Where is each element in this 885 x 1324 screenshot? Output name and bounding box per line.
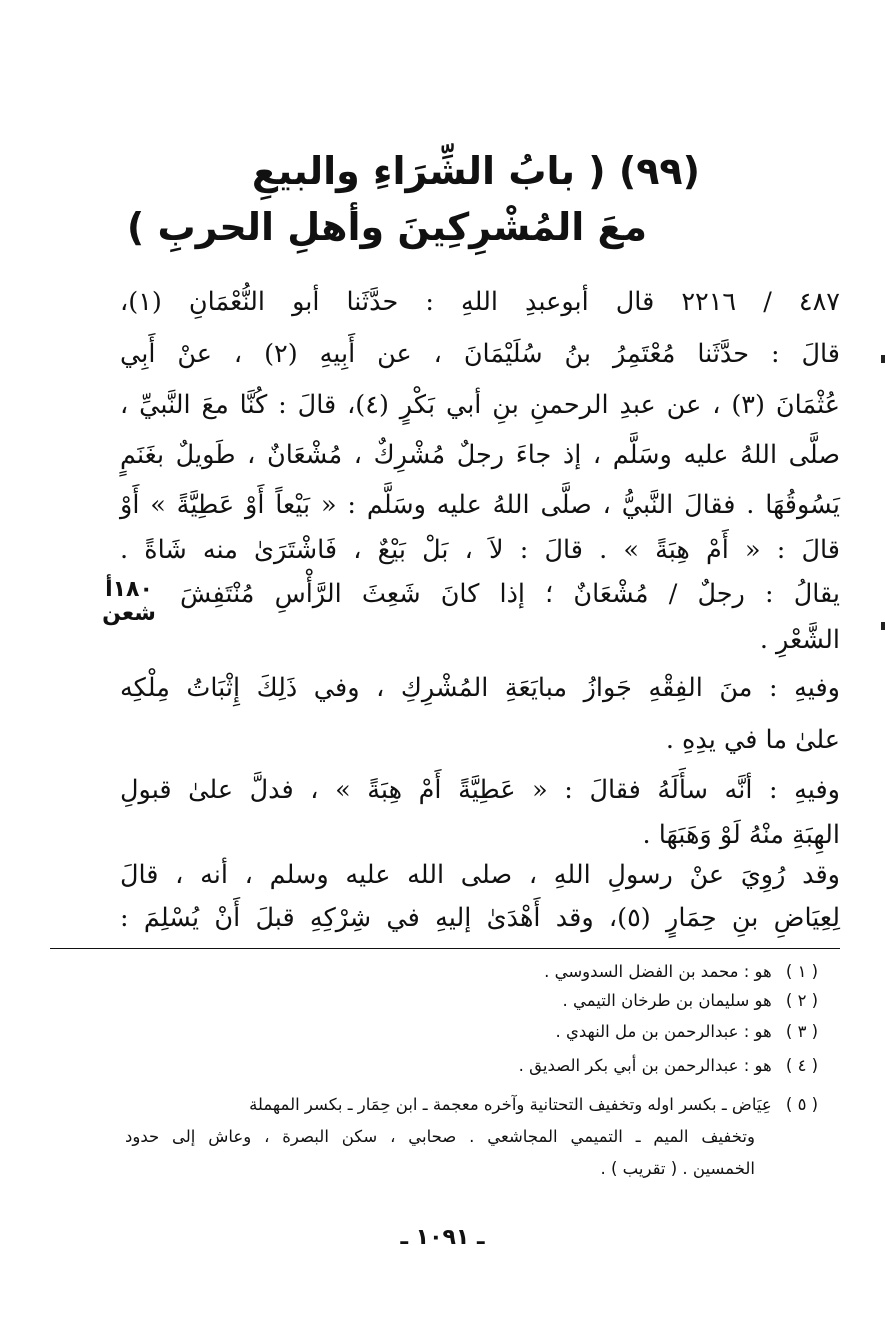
body-line-12: الهِبَةِ منْهُ لَوْ وَهَبَهَا . xyxy=(642,820,840,850)
page-number: ـ ١٠٩١ ـ xyxy=(400,1225,485,1250)
body-line-13: وقد رُوِيَ عنْ رسولِ اللهِ ، صلى الله عليه وسلم ، أنه ، قالَ xyxy=(120,860,840,890)
footnote-4-number: ( ٤ ) xyxy=(785,1056,819,1075)
footnote-1-number: ( ١ ) xyxy=(785,962,819,981)
margin-manuscript-folio xyxy=(98,578,160,626)
body-line-2: قالَ : حدَّثَنا مُعْتَمِرُ بنُ سُلَيْمَانَ ، عن أَبِيهِ (٢) ، عنْ أَبِي xyxy=(120,339,841,369)
footnote-1-text: هو : محمد بن الفضل السدوسي . xyxy=(544,962,772,981)
scan-edge-mark xyxy=(881,355,885,363)
footnote-3-text: هو : عبدالرحمن بن مل النهدي . xyxy=(555,1022,772,1041)
body-line-11: وفيهِ : أنَّه سأَلَهُ فقالَ : « عَطِيَّةً أَمْ هِبَةً » ، فدلَّ علىٰ قبولِ xyxy=(120,775,840,805)
body-line-14: لِعِيَاضِ بنِ حِمَارٍ (٥)، وقد أَهْدَىٰ إليهِ في شِرْكِهِ قبلَ أَنْ يُسْلِمَ : xyxy=(120,903,840,933)
scan-edge-mark xyxy=(881,622,885,630)
footnote-3-number: ( ٣ ) xyxy=(785,1022,819,1041)
chapter-heading-line-2: معَ المُشْرِكِينَ وأهلِ الحربِ ) xyxy=(126,205,647,249)
body-line-6: قالَ : « أَمْ هِبَةً » . قالَ : لاَ ، بَلْ بَيْعٌ ، فَاشْتَرَىٰ منه شَاةً . xyxy=(120,535,840,565)
body-line-9: وفيهِ : منَ الفِقْهِ جَوازُ مبايَعَةِ المُشْرِكِ ، وفي ذَلِكَ إِثْبَاتُ مِلْكِه xyxy=(120,673,840,703)
body-line-8: الشَّعْرِ . xyxy=(759,625,840,655)
body-line-5: يَسُوقُهَا . فقالَ النَّبيُّ ، صلَّى اللهُ عليه وسَلَّم : « بَيْعاً أَوْ عَطِيَّةً » أَوْ xyxy=(120,490,840,520)
footnote-5-continuation-2: الخمسين . ( تقريب ) . xyxy=(600,1159,755,1178)
footnote-5-continuation-1: وتخفيف الميم ـ التميمي المجاشعي . صحابي ، سكن البصرة ، وعاش إلى حدود xyxy=(125,1127,755,1146)
footnote-2 xyxy=(147,984,827,1018)
margin-folio-number: ١٨٠أ xyxy=(105,577,153,602)
body-line-4: صلَّى اللهُ عليه وسَلَّم ، إذ جاءَ رجلٌ مُشْرِكٌ ، مُشْعَانٌ ، طَويلٌ بغَنَمٍ xyxy=(120,440,840,470)
body-line-1: ٤٨٧ / ٢٢١٦ قال أبوعبدِ اللهِ : حدَّثَنا أبو النُّعْمَانِ (١)، xyxy=(120,287,840,317)
footnote-5-number: ( ٥ ) xyxy=(785,1095,819,1114)
footnote-5-text: عِيَاض ـ بكسر اوله وتخفيف التحتانية وآخره معجمة ـ ابن حِمَار ـ بكسر المهملة xyxy=(249,1095,772,1114)
footnote-separator xyxy=(50,948,840,949)
chapter-heading-line-1: (٩٩) ( بابُ الشِّرَاءِ والبيعِ xyxy=(251,149,700,193)
footnote-3 xyxy=(147,1015,827,1049)
margin-folio-word: شعن xyxy=(102,601,156,626)
body-line-10: علىٰ ما في يدِهِ . xyxy=(665,725,840,755)
footnote-2-text: هو سليمان بن طرخان التيمي . xyxy=(562,991,772,1010)
footnote-2-number: ( ٢ ) xyxy=(785,991,819,1010)
body-line-7: يقالُ : رجلٌ / مُشْعَانٌ ؛ إذا كانَ شَعِثَ الرَّأْسِ مُنْتَفِشَ xyxy=(180,579,840,609)
footnote-4-text: هو : عبدالرحمن بن أبي بكر الصديق . xyxy=(518,1056,772,1075)
footnote-4 xyxy=(147,1049,827,1083)
footnote-5 xyxy=(97,1088,827,1122)
body-line-3: عُثْمَانَ (٣) ، عن عبدِ الرحمنِ بنِ أبي بَكْرٍ (٤)، قالَ : كُنَّا معَ النَّبيِّ ، xyxy=(120,390,840,420)
